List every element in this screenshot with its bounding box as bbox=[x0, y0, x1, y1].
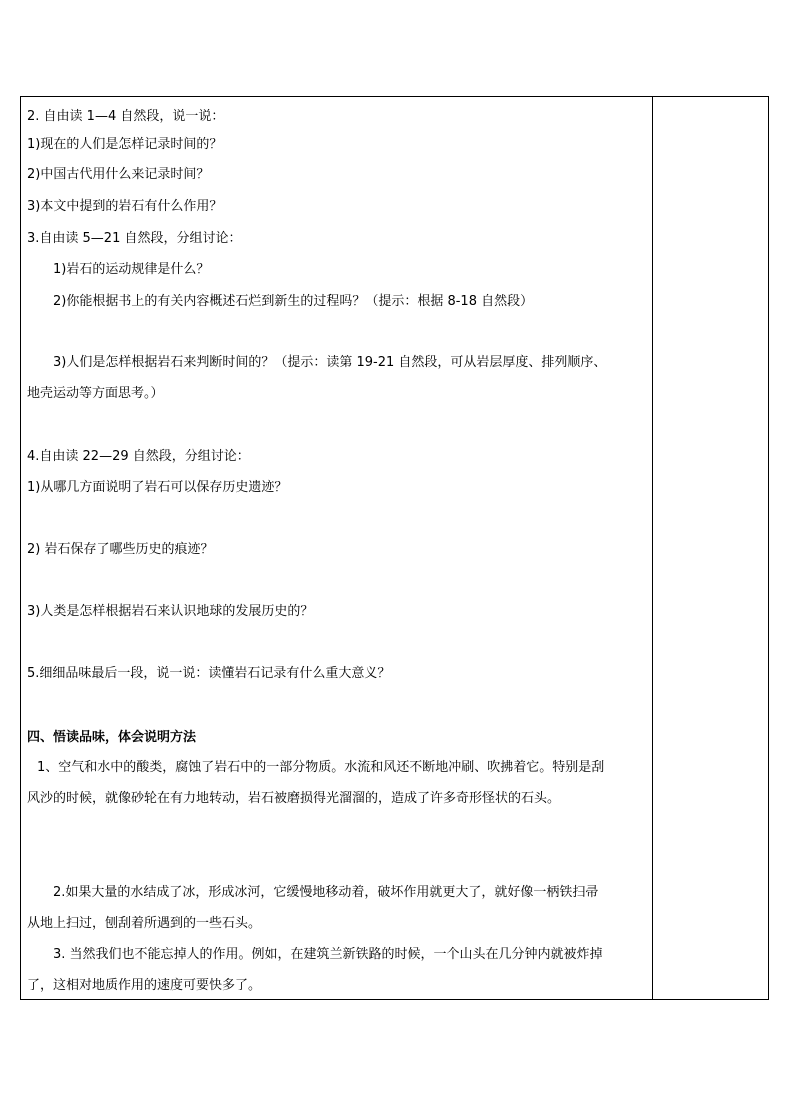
text-line: 3)人类是怎样根据岩石来认识地球的发展历史的？ bbox=[27, 604, 314, 619]
section-heading: 四、悟读品味，体会说明方法 bbox=[27, 730, 197, 745]
text-line: 了，这相对地质作用的速度可要快多了。 bbox=[27, 978, 262, 993]
text-line: 5.细细品味最后一段，说一说：读懂岩石记录有什么重大意义？ bbox=[27, 666, 391, 681]
text-line: 4.自由读 22—29 自然段，分组讨论： bbox=[27, 449, 250, 464]
text-line: 2.如果大量的水结成了冰，形成冰河，它缓慢地移动着，破坏作用就更大了，就好像一柄铁扫帚 bbox=[53, 885, 599, 900]
text-line: 2. 自由读 1—4 自然段，说一说： bbox=[27, 109, 225, 124]
text-line: 1)现在的人们是怎样记录时间的？ bbox=[27, 137, 223, 152]
text-line: 1、空气和水中的酸类，腐蚀了岩石中的一部分物质。水流和风还不断地冲刷、吹拂着它。特别是刮 bbox=[37, 760, 605, 775]
text-line: 3.自由读 5—21 自然段，分组讨论： bbox=[27, 231, 242, 246]
text-line: 2)你能根据书上的有关内容概述石烂到新生的过程吗？（提示：根据 8-18 自然段） bbox=[53, 294, 534, 309]
text-line: 2)中国古代用什么来记录时间？ bbox=[27, 167, 210, 182]
text-line: 从地上扫过，刨刮着所遇到的一些石头。 bbox=[27, 916, 262, 931]
text-line: 风沙的时候，就像砂轮在有力地转动，岩石被磨损得光溜溜的，造成了许多奇形怪状的石头。 bbox=[27, 791, 561, 806]
text-line: 3)人们是怎样根据岩石来判断时间的？（提示：读第 19-21 自然段，可从岩层厚度、排列顺序、 bbox=[53, 355, 607, 370]
text-line: 地壳运动等方面思考。） bbox=[27, 386, 164, 401]
text-line: 1)岩石的运动规律是什么？ bbox=[53, 262, 210, 277]
content-table bbox=[20, 96, 769, 1000]
text-line: 3. 当然我们也不能忘掉人的作用。例如，在建筑兰新铁路的时候，一个山头在几分钟内就被炸掉 bbox=[53, 947, 603, 962]
text-line: 3)本文中提到的岩石有什么作用？ bbox=[27, 199, 223, 214]
side-column-cell bbox=[653, 97, 768, 999]
text-line: 1)从哪几方面说明了岩石可以保存历史遗迹？ bbox=[27, 480, 288, 495]
text-line: 2) 岩石保存了哪些历史的痕迹？ bbox=[27, 542, 214, 557]
